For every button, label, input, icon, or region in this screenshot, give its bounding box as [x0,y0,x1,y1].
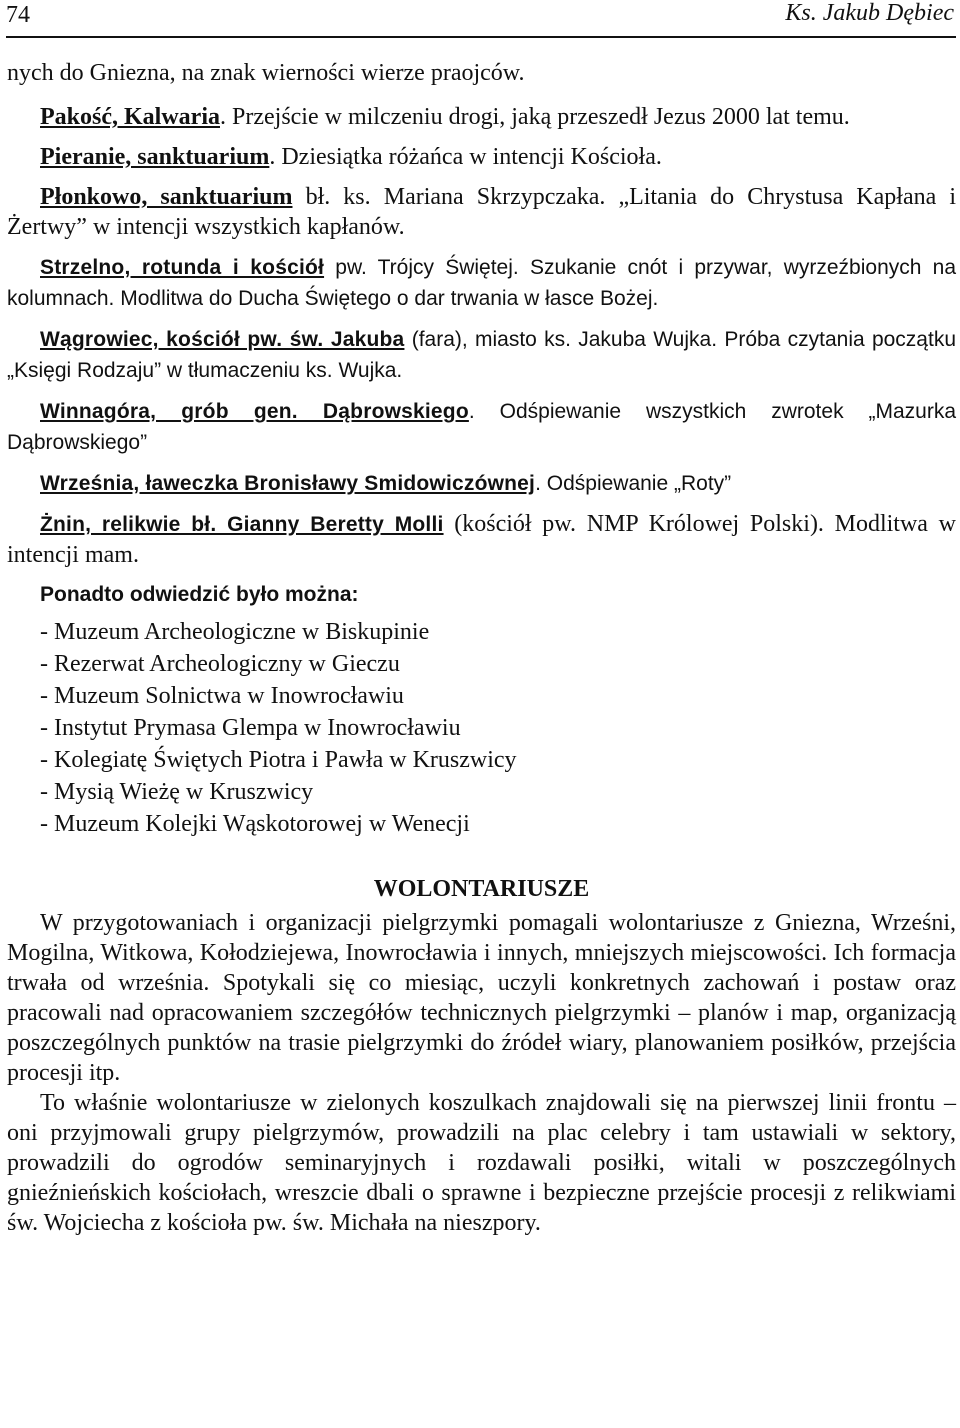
station-entry [7,182,956,242]
station-place: Pakość, Kalwaria [40,104,220,130]
station-text: bł. ks. Mariana Skrzypczaka. „Litania do Chrystusa Kapłana i Żertwy” w intencji wszystkich kapłanów. [7,184,957,240]
station-entry [7,102,956,132]
list-item: - Rezerwat Archeologiczny w Gieczu [40,651,400,677]
station-entry [7,509,956,570]
section-title: WOLONTARIUSZE [373,876,590,902]
list-item: - Muzeum Archeologiczne w Biskupinie [40,619,430,645]
list-item: - Muzeum Kolejki Wąskotorowej w Wenecji [40,811,470,837]
station-place: Pieranie, sanktuarium [40,144,270,170]
station-entry [7,396,956,458]
station-place: Września, ławeczka Bronisławy Smidowiczównej [40,472,536,495]
paragraph: W przygotowaniach i organizacji pielgrzymki pomagali wolontariusze z Gniezna, Wrześni, Mogilna, Witkowa, Kołodziejewa, Inowrocławia i innych, mniejszych miejscowości. Ich formacja trwała od września. Spotykali się co miesiąc, uczyli konkretnych zachowań i postaw oraz pracowali nad opracowaniem szczegółów technicznych pielgrzymki – planów i map, organizacją poszczególnych punktów na trasie pielgrzymki do źródeł wiary, planowaniem posiłków, przejścia procesji itp. [7,910,956,1086]
station-place: Płonkowo, sanktuarium [40,184,293,210]
also-visit-list [40,616,956,840]
station-place: Żnin, relikwie bł. Gianny Beretty Molli [40,513,444,536]
list-item: - Mysią Wieżę w Kruszwicy [40,779,314,805]
station-place: Wągrowiec, kościół pw. św. Jakuba [40,328,405,351]
list-item: - Instytut Prymasa Glempa w Inowrocławiu [40,715,461,741]
page-number: 74 [6,2,30,28]
station-text: . Odśpiewanie wszystkich zwrotek „Mazurka Dąbrowskiego” [7,400,957,454]
running-head-author: Ks. Jakub Dębiec [785,0,954,26]
station-text: pw. Trójcy Świętej. Szukanie cnót i przywar, wyrzeźbionych na kolumnach. Modlitwa do Ducha Świętego o dar trwania w łasce Bożej. [7,256,956,310]
also-visit-heading: Ponadto odwiedzić było można: [40,583,359,606]
station-entry [7,468,956,499]
page-body [7,58,956,1238]
station-text: (kościół pw. NMP Królowej Polski). Modlitwa w intencji mam. [7,511,956,568]
station-text: (fara), miasto ks. Jakuba Wujka. Próba czytania początku „Księgi Rodzaju” w tłumaczeniu ks. Wujka. [7,328,957,382]
station-entry [7,142,956,172]
intro-line: nych do Gniezna, na znak wierności wierze praojców. [7,60,525,86]
station-place: Strzelno, rotunda i kościół [40,256,325,279]
page-header [6,0,954,38]
station-text: . Odśpiewanie „Roty” [535,472,732,495]
list-item: - Kolegiatę Świętych Piotra i Pawła w Kruszwicy [40,747,517,773]
station-text: . Przejście w milczeniu drogi, jaką przeszedł Jezus 2000 lat temu. [220,104,850,130]
station-entry [7,252,956,314]
station-place: Winnagóra, grób gen. Dąbrowskiego [40,400,469,423]
paragraph: To właśnie wolontariusze w zielonych koszulkach znajdowali się na pierwszej linii frontu – oni przyjmowali grupy pielgrzymów, prowadzili na plac celebry i tam ustawiali w sektory, prowadzili do ogrodów seminaryjnych i rozdawali posiłki, witali w poszczególnych gnieźnieńskich kościołach, wreszcie dbali o sprawne i bezpieczne przejście procesji z relikwiami św. Wojciecha z kościoła pw. św. Michała na nieszpory. [7,1090,956,1236]
station-entry [7,324,956,386]
list-item: - Muzeum Solnictwa w Inowrocławiu [40,683,404,709]
station-list [7,102,956,570]
header-rule [6,36,956,38]
station-text: . Dziesiątka różańca w intencji Kościoła. [269,144,662,170]
